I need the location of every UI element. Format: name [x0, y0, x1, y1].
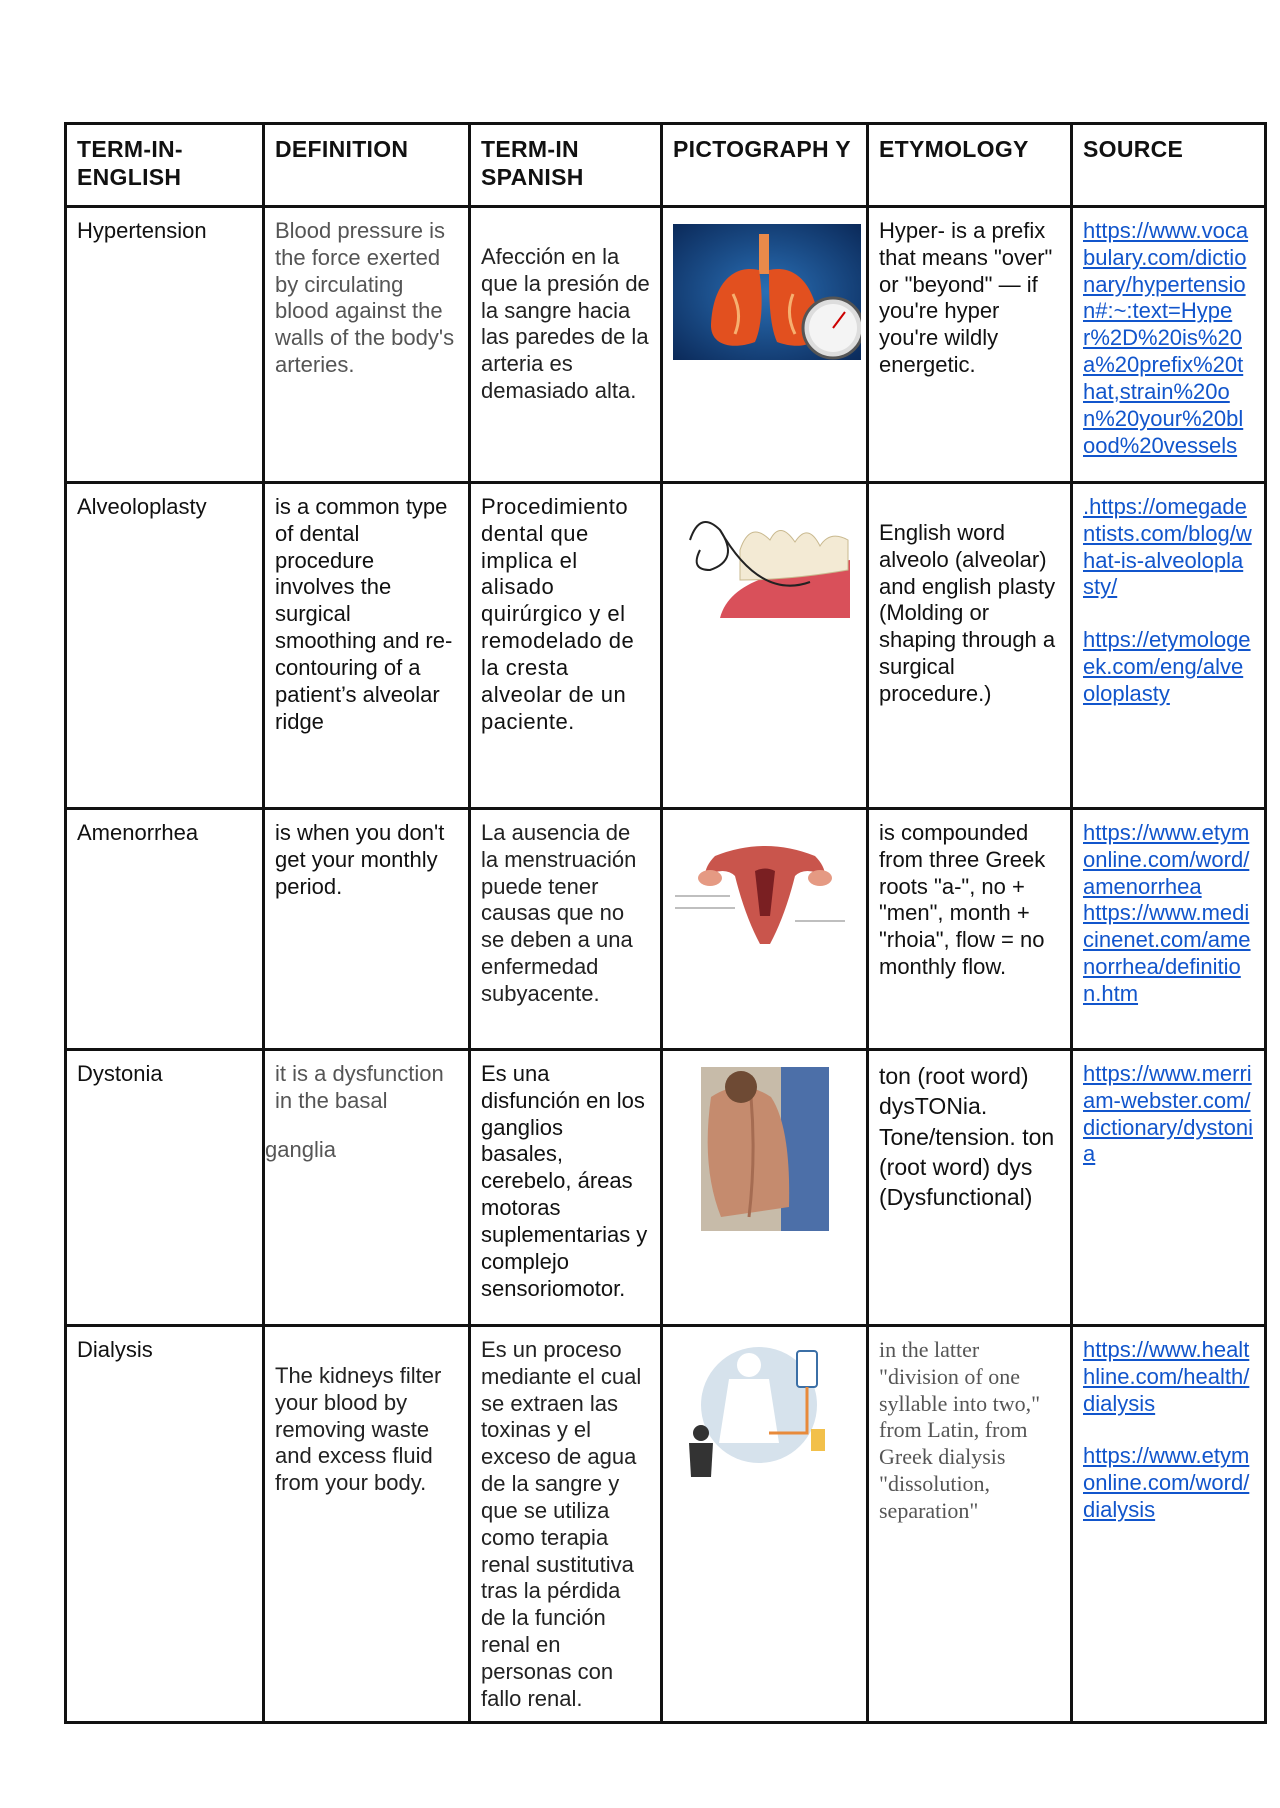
- source-link[interactable]: https://www.healthline.com/health/dialysis: [1083, 1337, 1250, 1416]
- source-link[interactable]: https://www.etymonline.com/word/amenorrhea: [1083, 820, 1250, 899]
- header-row: [66, 124, 1266, 207]
- glossary-table: [64, 122, 1267, 1724]
- etymology-text: ton (root word) dysTONia. Tone/tension. ton (root word) dys (Dysfunctional): [879, 1063, 1055, 1211]
- etymology: [868, 1050, 1072, 1326]
- table-row: [66, 809, 1266, 1050]
- source-cell: [1072, 1326, 1266, 1723]
- header-source: SOURCE: [1072, 124, 1266, 207]
- source-cell: [1072, 809, 1266, 1050]
- pictograph-cell: [662, 207, 868, 483]
- source-link[interactable]: https://www.vocabulary.com/dictionary/hypertension#:~:text=Hyper%2D%20is%20a%20prefix%20that,strain%20on%20your%20blood%20vessels: [1083, 218, 1249, 458]
- pictograph-cell: [662, 483, 868, 809]
- pictograph-cell: [662, 1326, 868, 1723]
- term-english: Dystonia: [66, 1050, 264, 1326]
- source-link[interactable]: https://www.medicinenet.com/amenorrhea/definition.htm: [1083, 900, 1251, 1006]
- term-spanish: Procedimiento dental que implica el alisado quirúrgico y el remodelado de la cresta alveolar de un paciente.: [470, 483, 662, 809]
- definition-text: The kidneys filter your blood by removing waste and excess fluid from your body.: [275, 1363, 442, 1496]
- pictograph-cell: [662, 1050, 868, 1326]
- term-spanish: Es una disfunción en los ganglios basales, cerebelo, áreas motoras suplementarias y complejo sensoriomotor.: [470, 1050, 662, 1326]
- table-row: [66, 483, 1266, 809]
- dialysis-diagram-image: [679, 1343, 851, 1477]
- patient-back-photo-image: [701, 1067, 829, 1231]
- dental-suture-image: [680, 500, 850, 618]
- term-spanish: Es un proceso mediante el cual se extraen las toxinas y el exceso de agua de la sangre y que se utiliza como terapia renal sustitutiva tras la pérdida de la función renal en personas con fallo renal.: [470, 1326, 662, 1723]
- uterus-diagram-image: [675, 826, 855, 946]
- source-cell: [1072, 207, 1266, 483]
- source-link[interactable]: .https://omegadentists.com/blog/what-is-alveoloplasty/: [1083, 494, 1252, 600]
- term-spanish: La ausencia de la menstruación puede tener causas que no se deben a una enfermedad subyacente.: [470, 809, 662, 1050]
- term-spanish: [470, 207, 662, 483]
- definition: [264, 1050, 470, 1326]
- etymology-text: English word alveolo (alveolar) and english plasty (Molding or shaping through a surgical procedure.): [879, 520, 1056, 706]
- term-english: Hypertension: [66, 207, 264, 483]
- header-definition: DEFINITION: [264, 124, 470, 207]
- source-cell: [1072, 483, 1266, 809]
- header-pictograph: PICTOGRAPH Y: [662, 124, 868, 207]
- header-term-spanish: TERM-IN SPANISH: [470, 124, 662, 207]
- definition-text: it is a dysfunction in the basal: [275, 1061, 444, 1113]
- header-term-english: TERM-IN-ENGLISH: [66, 124, 264, 207]
- source-link[interactable]: https://www.merriam-webster.com/dictionary/dystonia: [1083, 1061, 1253, 1167]
- source-cell: [1072, 1050, 1266, 1326]
- definition: [264, 1326, 470, 1723]
- table-row: [66, 207, 1266, 483]
- lungs-blood-pressure-gauge-image: [673, 224, 861, 360]
- definition-extra: ganglia: [265, 1136, 336, 1162]
- term-english: Amenorrhea: [66, 809, 264, 1050]
- source-link[interactable]: https://etymologeek.com/eng/alveoloplasty: [1083, 627, 1251, 706]
- table-row: [66, 1326, 1266, 1723]
- header-etymology: ETYMOLOGY: [868, 124, 1072, 207]
- definition: is when you don't get your monthly period.: [264, 809, 470, 1050]
- spanish-text: Afección en la que la presión de la sangre hacia las paredes de la arteria es demasiado alta.: [481, 244, 650, 404]
- pictograph-cell: [662, 809, 868, 1050]
- etymology: Hyper- is a prefix that means "over" or "beyond" — if you're hyper you're wildly energetic.: [868, 207, 1072, 483]
- table-row: [66, 1050, 1266, 1326]
- definition: Blood pressure is the force exerted by circulating blood against the walls of the body's arteries.: [264, 207, 470, 483]
- source-link[interactable]: https://www.etymonline.com/word/dialysis: [1083, 1443, 1250, 1523]
- definition: is a common type of dental procedure involves the surgical smoothing and re-contouring of a patient’s alveolar ridge: [264, 483, 470, 809]
- etymology: is compounded from three Greek roots "a-", no + "men", month + "rhoia", flow = no monthly flow.: [868, 809, 1072, 1050]
- etymology: [868, 483, 1072, 809]
- etymology: in the latter "division of one syllable into two," from Latin, from Greek dialysis "dissolution, separation": [868, 1326, 1072, 1723]
- term-english: Alveoloplasty: [66, 483, 264, 809]
- term-english: Dialysis: [66, 1326, 264, 1723]
